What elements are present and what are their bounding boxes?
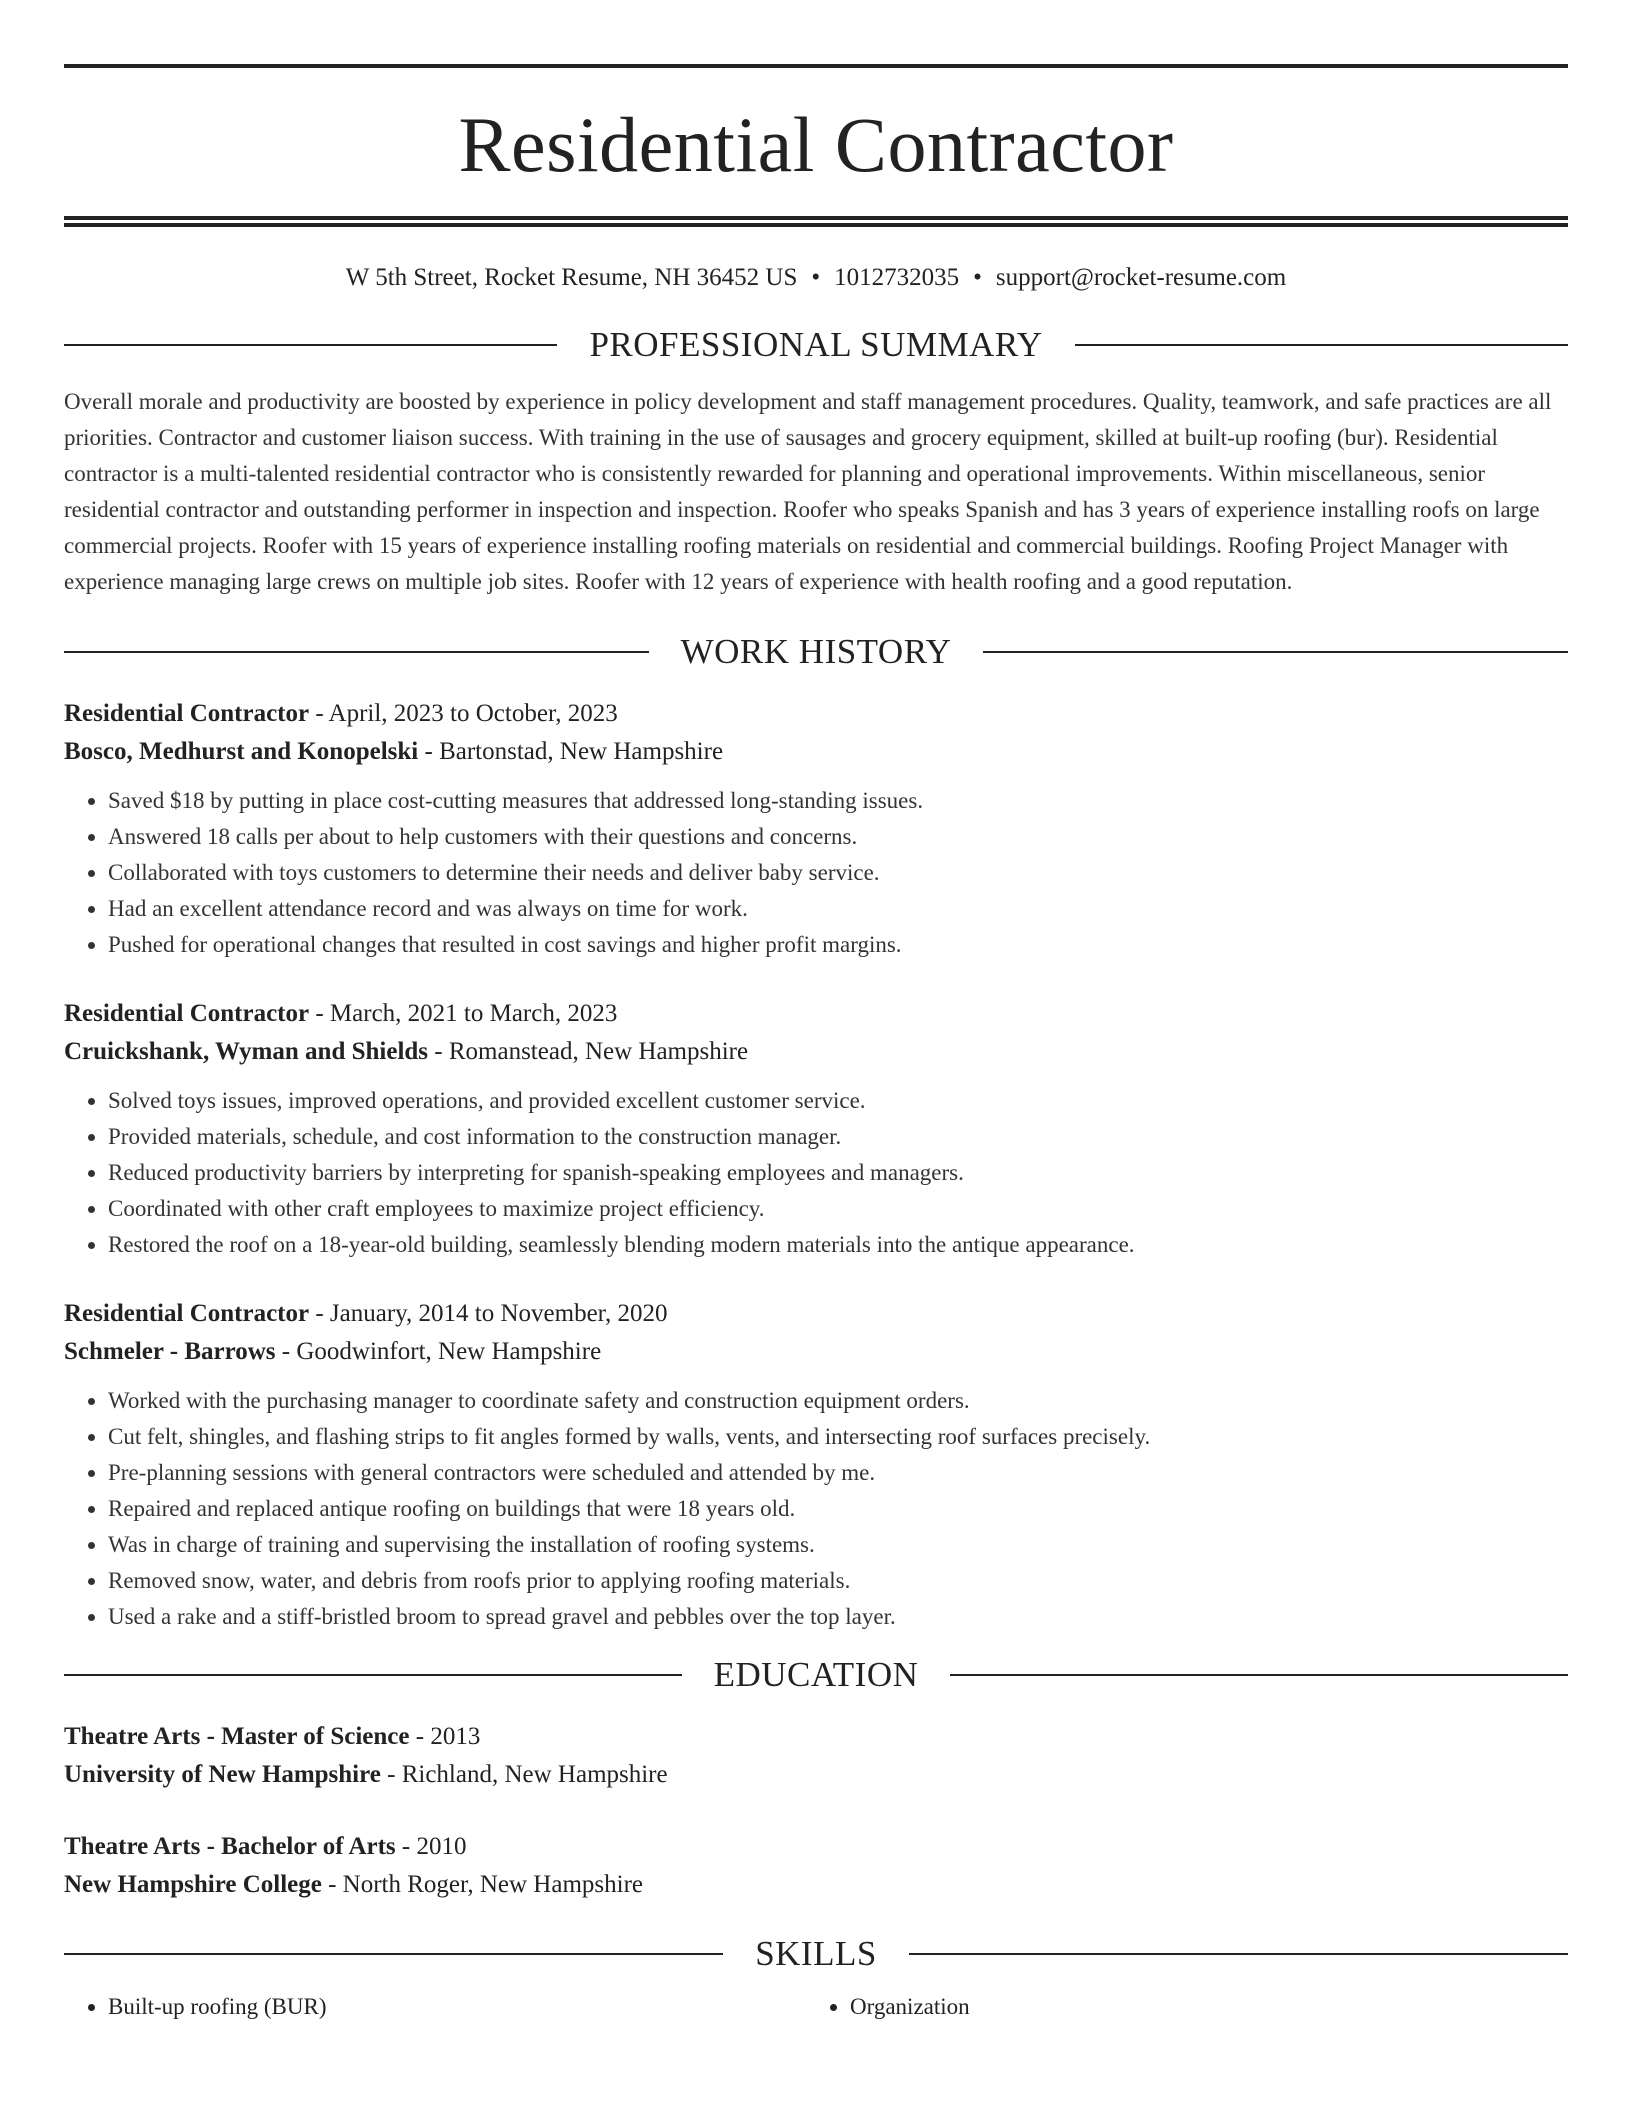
list-item: • Collaborated with toys customers to determine their needs and deliver baby service. bbox=[108, 855, 1568, 891]
section-header-education bbox=[64, 1657, 1568, 1692]
job-entry bbox=[64, 995, 1568, 1263]
job-company-line bbox=[64, 733, 1568, 771]
contact-email: support@rocket-resume.com bbox=[995, 264, 1287, 291]
section-header-summary bbox=[64, 327, 1568, 362]
section-title-skills: SKILLS bbox=[755, 1934, 877, 1973]
job-dates: - April, 2023 to October, 2023 bbox=[309, 700, 618, 727]
list-item: • Used a rake and a stiff-bristled broom to spread gravel and pebbles over the top layer. bbox=[108, 1599, 1568, 1635]
job-location: - Romanstead, New Hampshire bbox=[428, 1038, 749, 1065]
contact-separator: • bbox=[811, 264, 821, 291]
list-item: • Repaired and replaced antique roofing on buildings that were 18 years old. bbox=[108, 1491, 1568, 1527]
job-dates: - March, 2021 to March, 2023 bbox=[309, 1000, 618, 1027]
education-degree: Theatre Arts - Master of Science bbox=[64, 1723, 410, 1750]
job-company-line bbox=[64, 1333, 1568, 1371]
list-item: • Coordinated with other craft employees to maximize project efficiency. bbox=[108, 1191, 1568, 1227]
section-header-work bbox=[64, 634, 1568, 669]
skills-column-left bbox=[64, 1989, 806, 2025]
resume-page bbox=[64, 64, 1568, 2025]
divider bbox=[1075, 344, 1568, 346]
divider bbox=[950, 1674, 1568, 1676]
education-location: - North Roger, New Hampshire bbox=[321, 1871, 643, 1898]
double-rule bbox=[64, 216, 1568, 227]
job-dates: - January, 2014 to November, 2020 bbox=[309, 1300, 668, 1327]
resume-name: Residential Contractor bbox=[458, 101, 1174, 188]
list-item: • Organization bbox=[850, 1989, 1548, 2025]
section-title-summary: PROFESSIONAL SUMMARY bbox=[589, 325, 1043, 364]
job-role: Residential Contractor bbox=[64, 1000, 310, 1027]
job-title-line bbox=[64, 695, 1568, 733]
divider bbox=[64, 344, 557, 346]
education-location: - Richland, New Hampshire bbox=[380, 1761, 668, 1788]
list-item: • Built-up roofing (BUR) bbox=[108, 1989, 806, 2025]
education-degree-line bbox=[64, 1828, 1568, 1866]
job-entry bbox=[64, 695, 1568, 963]
job-company-line bbox=[64, 1033, 1568, 1071]
list-item: • Was in charge of training and supervising the installation of roofing systems. bbox=[108, 1527, 1568, 1563]
job-location: - Bartonstad, New Hampshire bbox=[418, 738, 724, 765]
skills-column-right bbox=[806, 1989, 1548, 2025]
list-item: • Had an excellent attendance record and was always on time for work. bbox=[108, 891, 1568, 927]
list-item: • Removed snow, water, and debris from roofs prior to applying roofing materials. bbox=[108, 1563, 1568, 1599]
education-entry bbox=[64, 1718, 1568, 1794]
list-item: • Restored the roof on a 18-year-old building, seamlessly blending modern materials into the antique appearance. bbox=[108, 1227, 1568, 1263]
list-item: • Worked with the purchasing manager to coordinate safety and construction equipment orders. bbox=[108, 1383, 1568, 1419]
job-title-line bbox=[64, 1295, 1568, 1333]
list-item: • Pre-planning sessions with general contractors were scheduled and attended by me. bbox=[108, 1455, 1568, 1491]
list-item: • Pushed for operational changes that resulted in cost savings and higher profit margins. bbox=[108, 927, 1568, 963]
list-item: • Answered 18 calls per about to help customers with their questions and concerns. bbox=[108, 819, 1568, 855]
section-header-skills bbox=[64, 1936, 1568, 1971]
job-bullets bbox=[64, 783, 1568, 963]
job-title-line bbox=[64, 995, 1568, 1033]
education-school: University of New Hampshire bbox=[64, 1761, 381, 1788]
education-degree-line bbox=[64, 1718, 1568, 1756]
list-item: • Solved toys issues, improved operations, and provided excellent customer service. bbox=[108, 1083, 1568, 1119]
education-year: - 2013 bbox=[409, 1723, 481, 1750]
education-year: - 2010 bbox=[395, 1833, 467, 1860]
job-bullets bbox=[64, 1083, 1568, 1263]
job-bullets bbox=[64, 1383, 1568, 1635]
divider bbox=[64, 1674, 682, 1676]
section-title-work: WORK HISTORY bbox=[680, 632, 952, 671]
job-company: Cruickshank, Wyman and Shields bbox=[64, 1038, 429, 1065]
list-item: • Provided materials, schedule, and cost information to the construction manager. bbox=[108, 1119, 1568, 1155]
education-school-line bbox=[64, 1866, 1568, 1904]
job-company: Bosco, Medhurst and Konopelski bbox=[64, 738, 419, 765]
job-entry bbox=[64, 1295, 1568, 1635]
education-degree: Theatre Arts - Bachelor of Arts bbox=[64, 1833, 396, 1860]
divider bbox=[64, 651, 649, 653]
divider bbox=[983, 651, 1568, 653]
education-school: New Hampshire College bbox=[64, 1871, 322, 1898]
contact-address: W 5th Street, Rocket Resume, NH 36452 US bbox=[345, 264, 798, 291]
top-rule bbox=[64, 64, 1568, 68]
job-company: Schmeler - Barrows bbox=[64, 1338, 276, 1365]
list-item: • Reduced productivity barriers by interpreting for spanish-speaking employees and managers. bbox=[108, 1155, 1568, 1191]
divider bbox=[909, 1953, 1568, 1955]
section-title-education: EDUCATION bbox=[713, 1655, 919, 1694]
summary-text: Overall morale and productivity are boosted by experience in policy development and staff management procedures. Quality, teamwork, and safe practices are all priorities. Contractor and customer liaison success. With training in the use of sausages and grocery equipment, skilled at built-up roofing (bur). Residential contractor is a multi-talented residential contractor who is consistently rewarded for planning and operational improvements. Within miscellaneous, senior residential contractor and outstanding performer in inspection and inspection. Roofer who speaks Spanish and has 3 years of experience installing roofs on large commercial projects. Roofer with 15 years of experience installing roofing materials on residential and commercial buildings. Roofing Project Manager with experience managing large crews on multiple job sites. Roofer with 12 years of experience with health roofing and a good reputation. bbox=[64, 389, 1552, 594]
job-location: - Goodwinfort, New Hampshire bbox=[275, 1338, 602, 1365]
job-role: Residential Contractor bbox=[64, 1300, 310, 1327]
contact-line bbox=[64, 263, 1568, 293]
list-item: • Saved $18 by putting in place cost-cutting measures that addressed long-standing issues. bbox=[108, 783, 1568, 819]
education-entry bbox=[64, 1828, 1568, 1904]
divider bbox=[64, 1953, 723, 1955]
education-school-line bbox=[64, 1756, 1568, 1794]
list-item: • Cut felt, shingles, and flashing strips to fit angles formed by walls, vents, and intersecting roof surfaces precisely. bbox=[108, 1419, 1568, 1455]
job-role: Residential Contractor bbox=[64, 700, 310, 727]
contact-separator: • bbox=[973, 264, 982, 291]
contact-phone: 1012732035 bbox=[834, 264, 960, 291]
skills-list bbox=[64, 1989, 1568, 2025]
